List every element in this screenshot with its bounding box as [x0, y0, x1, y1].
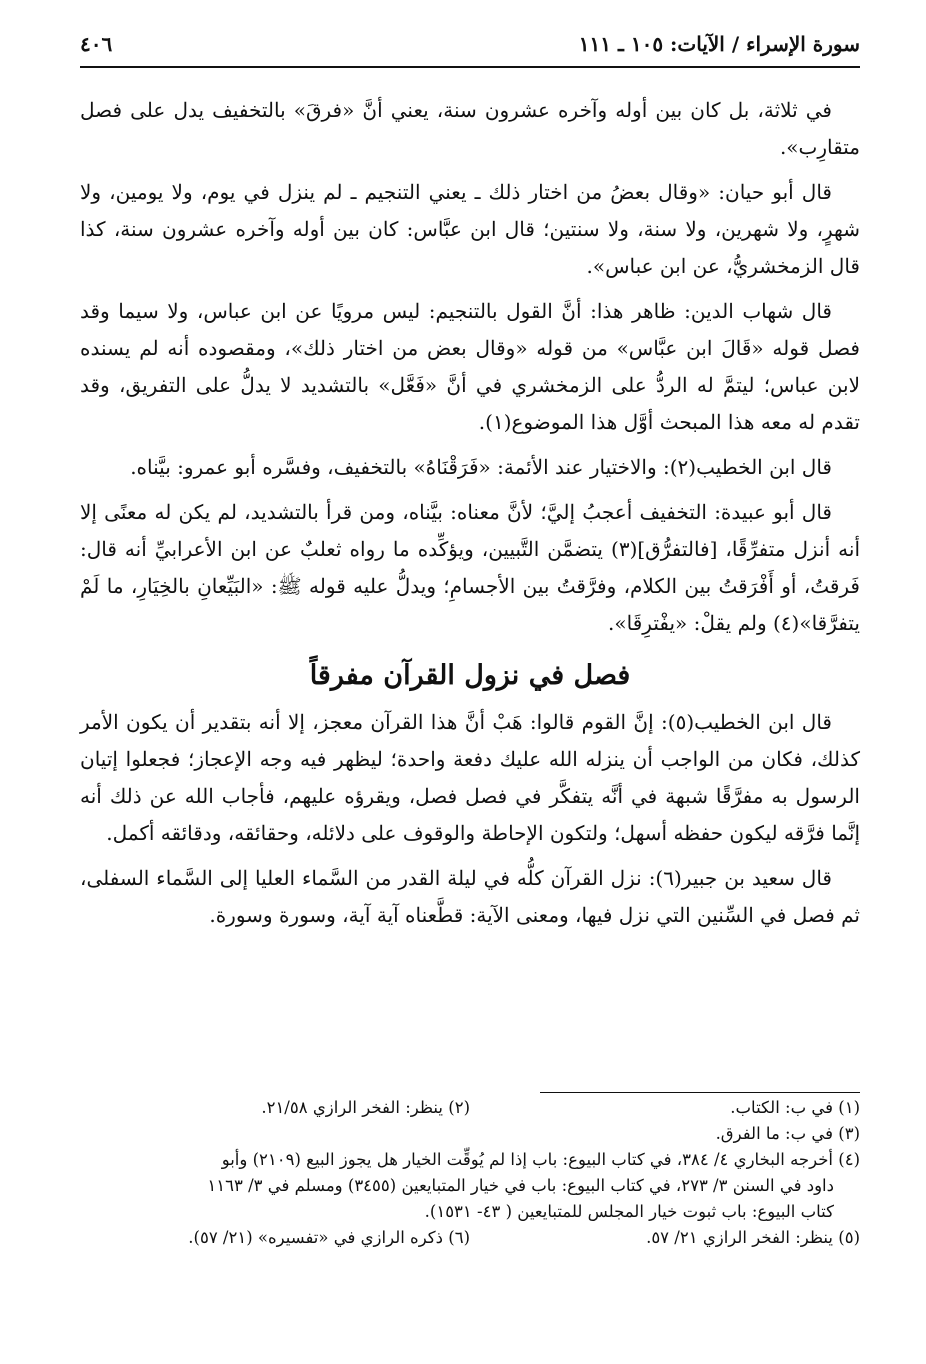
paragraph: في ثلاثة، بل كان بين أوله وآخره عشرون سنة، يعني أنَّ «فرقَ» بالتخفيف يدل على فصل متقارِب».: [80, 98, 860, 159]
paragraph: قال ابن الخطيب(٥): إنَّ القوم قالوا: هَبْ أنَّ هذا القرآن معجز، إلا أنه بتقدير أن يكون الأمر كذلك، فكان من الواجب أن ينزله الله عليك دفعة واحدة؛ ليظهر فيه وجه الإعجاز؛ فجعلوا إتيان الرسول به مفرَّقًا شبهة في أنَّه يتفكَّر في فصل فصل، ويقرؤه عليهم، فأجاب الله عن ذلك أنه إنَّما فرَّقه ليكون حفظه أسهل؛ ولتكون الإحاطة والوقوف على دلائله، وحقائقه، ودقائقه أكمل.: [80, 710, 860, 845]
footnote-3: (٣) في ب: ما الفرق.: [715, 1124, 860, 1143]
footnote-4: (٤) أخرجه البخاري ٤/ ٣٨٤، في كتاب البيوع: باب إذا لم يُوقِّت الخيار هل يجوز البيع (٢١٠٩) وأبو: [221, 1150, 860, 1169]
footnote-5: (٥) ينظر: الفخر الرازي ٢١/ ٥٧.: [646, 1228, 860, 1247]
section-heading: فصل في نزول القرآن مفرقاً: [309, 660, 631, 691]
running-header: [80, 28, 860, 68]
footnote-4-cont: كتاب البيوع: باب ثبوت خيار المجلس للمتبايعين ( ٤٣- ١٥٣١).: [424, 1202, 834, 1221]
paragraph: قال شهاب الدين: ظاهر هذا: أنَّ القول بالتنجيم: ليس مرويًا عن ابن عباس، ولا سيما وقد فصل قوله «قَالَ ابن عبَّاس» من قوله «وقال بعض من اختار ذلك»، ومقصوده أنه لم يسنده لابن عباس؛ ليتمَّ له الردُّ على الزمخشري في أنَّ «فَعَّل» بالتشديد لا يدلُّ على التفريق، وقد تقدم له معه هذا المبحث أوَّل هذا الموضوع(١).: [80, 299, 860, 434]
paragraph: قال أبو حيان: «وقال بعضُ من اختار ذلك ـ يعني التنجيم ـ لم ينزل في يوم، ولا يومين، ولا شهرٍ، ولا شهرين، ولا سنة، ولا سنتين؛ قال ابن عبَّاس: كان بين أوله وآخره عشرون سنة، كذا قال الزمخشريُّ، عن ابن عباس».: [80, 180, 860, 278]
footnote-4-cont: داود في السنن ٣/ ٢٧٣، في كتاب البيوع: باب في خيار المتبايعين (٣٤٥٥) ومسلم في ٣/ ١١٦٣: [207, 1176, 834, 1195]
footnotes: [80, 1095, 860, 1251]
paragraph: قال سعيد بن جبير(٦): نزل القرآن كلُّه في ليلة القدر من السَّماء العليا إلى السَّماء السفلى، ثم فصل في السِّنين التي نزل فيها، ومعنى الآية: قطَّعناه آية آية، وسورة وسورة.: [80, 866, 860, 927]
footnote-1: (١) في ب: الكتاب.: [730, 1098, 860, 1117]
main-text: [80, 92, 860, 942]
footnote-6: (٦) ذكره الرازي في «تفسيره» (٢١/ ٥٧).: [188, 1228, 470, 1247]
footnote-divider: [540, 1092, 860, 1093]
header-title: سورة الإسراء / الآيات: ١٠٥ ـ ١١١: [578, 32, 860, 56]
footnote-row: [80, 1095, 860, 1121]
footnote-row: [80, 1225, 860, 1251]
paragraph: قال أبو عبيدة: التخفيف أعجبُ إليَّ؛ لأنَّ معناه: بيَّناه، ومن قرأ بالتشديد، لم يكن له معنًى إلا أنه أنزل متفرِّقًا، [فالتفرُّق](٣) يتضمَّن التَّبيين، ويؤكِّده ما رواه ثعلبٌ عن ابن الأعرابيِّ أنه قال: فَرقتُ، أو أَفْرَقتُ بين الكلام، وفرَّقتُ بين الأجسامِ؛ ويدلُّ عليه قوله ﷺ: «البَيِّعانِ بالخِيَارِ، ما لَمْ يتفرَّقا»(٤) ولم يقلْ: «يفْترِقَا».: [80, 500, 860, 635]
page-number: ٤٠٦: [80, 32, 113, 56]
footnote-2: (٢) ينظر: الفخر الرازي ٢١/٥٨.: [261, 1098, 470, 1117]
paragraph: قال ابن الخطيب(٢): والاختيار عند الأئمة: «فَرَقْنَاهُ» بالتخفيف، وفسَّره أبو عمرو: بيَّناه.: [130, 455, 832, 479]
